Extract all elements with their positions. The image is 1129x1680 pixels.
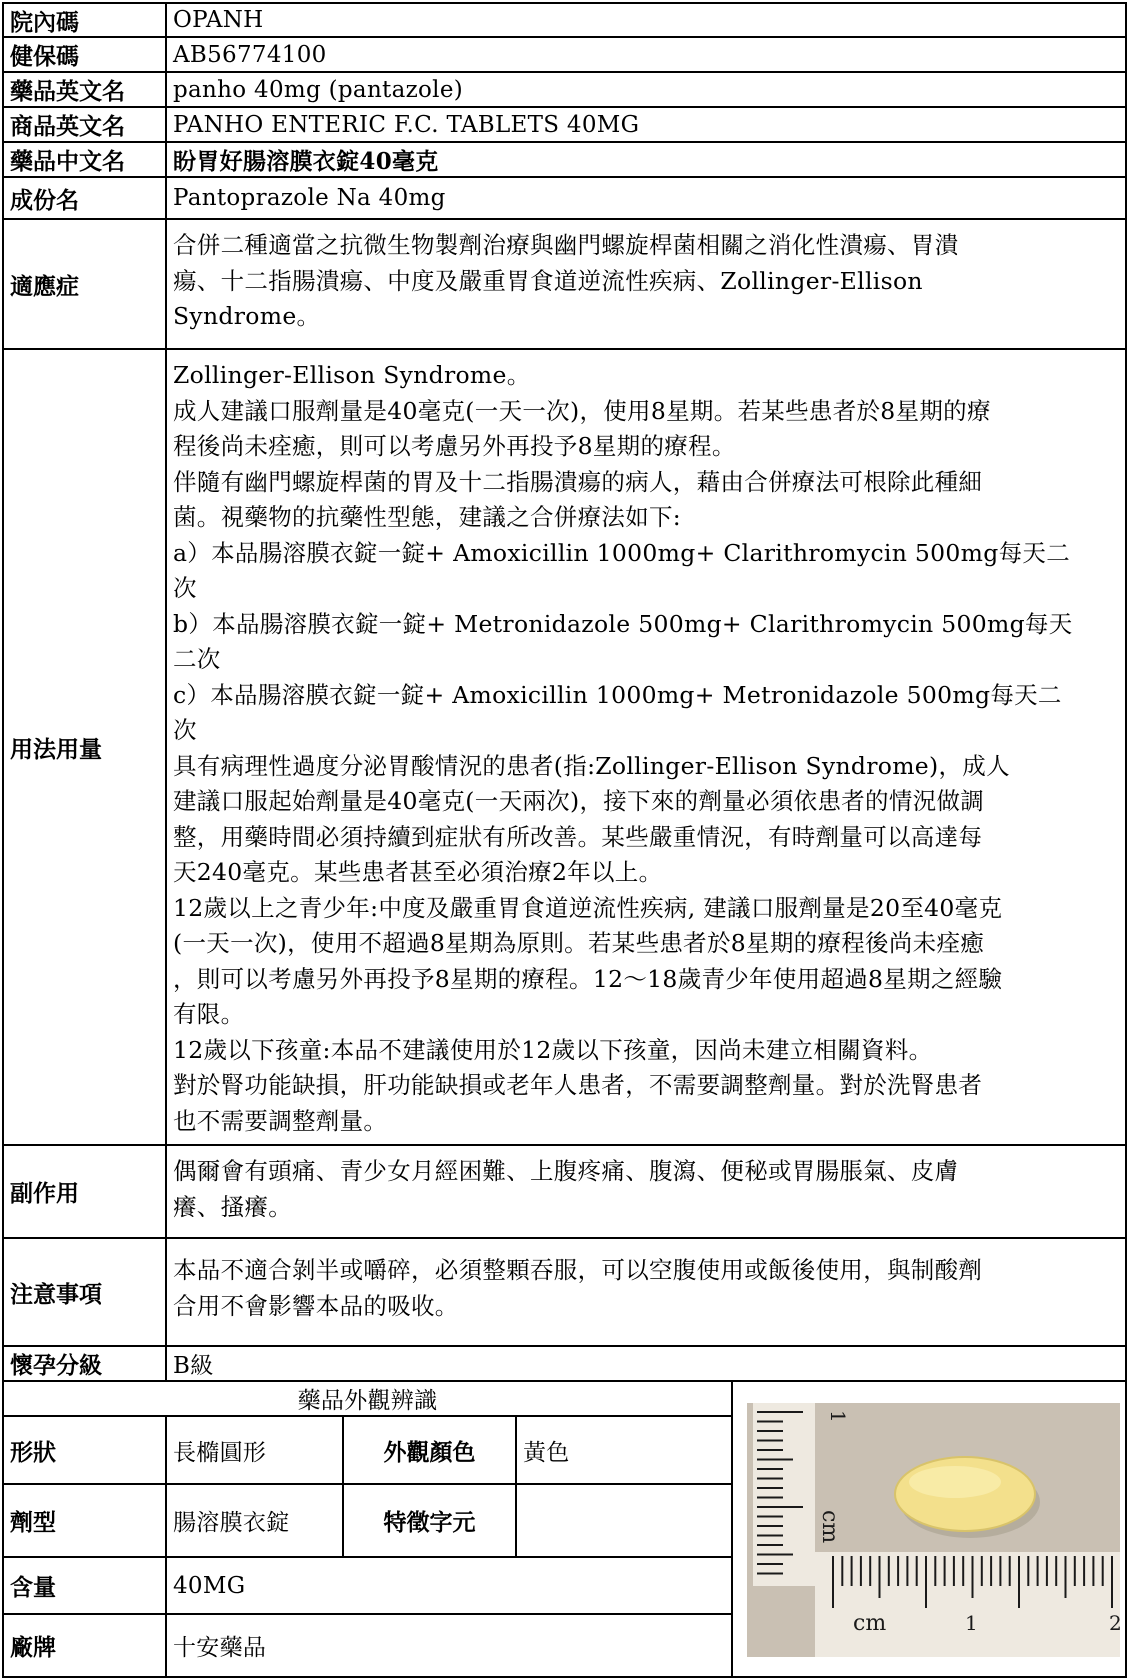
vertical-ruler-unit: cm xyxy=(817,1510,842,1544)
dosage-line: 伴隨有幽門螺旋桿菌的胃及十二指腸潰瘍的病人，藉由合併療法可根除此種細 xyxy=(173,467,983,496)
ingredient-label: 成份名 xyxy=(2,176,167,220)
indications-line: 瘍、十二指腸潰瘍、中度及嚴重胃食道逆流性疾病、Zollinger-Ellison xyxy=(173,266,923,295)
dosage-line: 次 xyxy=(173,574,197,602)
tablet-photo xyxy=(733,1382,1125,1676)
drug-english-name-value: panho 40mg (pantazole) xyxy=(165,71,1127,108)
indications-label: 適應症 xyxy=(2,218,167,350)
brand-english-name-label: 商品英文名 xyxy=(2,106,167,143)
insurance-code-value: AB56774100 xyxy=(165,36,1127,73)
dosage-line: 12歲以上之青少年:中度及嚴重胃食道逆流性疾病, 建議口服劑量是20至40毫克 xyxy=(173,893,1003,922)
dosage-label: 用法用量 xyxy=(2,348,167,1146)
dosage-line: 12歲以下孩童:本品不建議使用於12歲以下孩童，因尚未建立相關資料。 xyxy=(173,1035,933,1064)
drug-chinese-name-value: 盼胃好腸溶膜衣錠40毫克 xyxy=(165,141,1127,178)
dosage-line: b）本品腸溶膜衣錠一錠+ Metronidazole 500mg+ Clarithromycin 500mg每天 xyxy=(173,609,1073,638)
precautions-line: 合用不會影響本品的吸收。 xyxy=(173,1291,459,1320)
dosage-line: 二次 xyxy=(173,645,221,673)
imprint-label: 特徵字元 xyxy=(342,1483,517,1558)
shape-label: 形狀 xyxy=(2,1415,167,1485)
dosage-line: 建議口服起始劑量是40毫克(一天兩次)，接下來的劑量必須依患者的情況做調 xyxy=(173,787,985,815)
drug-chinese-name-label: 藥品中文名 xyxy=(2,141,167,178)
color-label: 外觀顏色 xyxy=(342,1415,517,1485)
hospital-code-value: OPANH xyxy=(165,2,1127,38)
drug-info-sheet xyxy=(2,2,1127,1678)
manufacturer-value: 十安藥品 xyxy=(165,1613,733,1678)
dosage-line: 對於腎功能缺損，肝功能缺損或老年人患者，不需要調整劑量。對於洗腎患者 xyxy=(173,1071,983,1099)
brand-english-name-value: PANHO ENTERIC F.C. TABLETS 40MG xyxy=(165,106,1127,143)
appearance-title: 藥品外觀辨識 xyxy=(2,1380,733,1417)
precautions-line: 本品不適合剝半或嚼碎，必須整顆吞服，可以空腹使用或飯後使用，與制酸劑 xyxy=(173,1256,983,1284)
dosage-line: Zollinger-Ellison Syndrome。 xyxy=(173,361,531,389)
hospital-code-label: 院內碼 xyxy=(2,2,167,38)
shape-value: 長橢圓形 xyxy=(165,1415,344,1485)
dosage-line: 程後尚未痊癒，則可以考慮另外再投予8星期的療程。 xyxy=(173,432,736,460)
dosage-line: 次 xyxy=(173,716,197,744)
indications-line: Syndrome。 xyxy=(173,302,321,330)
dosage-form-value: 腸溶膜衣錠 xyxy=(165,1483,344,1558)
ingredient-value: Pantoprazole Na 40mg xyxy=(165,176,1127,220)
dosage-text xyxy=(165,348,1127,1146)
pregnancy-category-value: B級 xyxy=(165,1345,1127,1382)
dosage-line: 成人建議口服劑量是40毫克(一天一次)，使用8星期。若某些患者於8星期的療 xyxy=(173,396,991,425)
dosage-line: 也不需要調整劑量。 xyxy=(173,1106,388,1135)
dosage-line: a）本品腸溶膜衣錠一錠+ Amoxicillin 1000mg+ Clarithromycin 500mg每天二 xyxy=(173,538,1071,567)
horizontal-ruler-mark-2: 2 xyxy=(1109,1611,1122,1635)
dosage-line: 菌。視藥物的抗藥性型態，建議之合併療法如下: xyxy=(173,503,682,531)
side-effects-text xyxy=(165,1144,1127,1239)
color-value: 黃色 xyxy=(515,1415,733,1485)
manufacturer-label: 廠牌 xyxy=(2,1613,167,1678)
dosage-line: (一天一次)，使用不超過8星期為原則。若某些患者於8星期的療程後尚未痊癒 xyxy=(173,929,985,957)
horizontal-ruler-unit: cm xyxy=(853,1611,887,1636)
indications-line: 合併二種適當之抗微生物製劑治療與幽門螺旋桿菌相關之消化性潰瘍、胃潰 xyxy=(173,231,959,259)
side-effects-label: 副作用 xyxy=(2,1144,167,1239)
pregnancy-category-label: 懷孕分級 xyxy=(2,1345,167,1382)
horizontal-ruler-mark-1: 1 xyxy=(965,1611,978,1635)
dosage-line: c）本品腸溶膜衣錠一錠+ Amoxicillin 1000mg+ Metronidazole 500mg每天二 xyxy=(173,680,1062,709)
precautions-text xyxy=(165,1237,1127,1347)
precautions-label: 注意事項 xyxy=(2,1237,167,1347)
vertical-ruler-mark-1: 1 xyxy=(826,1410,850,1423)
side-effects-line: 癢、搔癢。 xyxy=(173,1192,292,1221)
dosage-line: 天240毫克。某些患者甚至必須治療2年以上。 xyxy=(173,858,663,886)
dosage-form-label: 劑型 xyxy=(2,1483,167,1558)
dosage-line: 具有病理性過度分泌胃酸情況的患者(指:Zollinger-Ellison Syndrome)，成人 xyxy=(173,751,1010,780)
insurance-code-label: 健保碼 xyxy=(2,36,167,73)
strength-value: 40MG xyxy=(165,1556,733,1615)
indications-text xyxy=(165,218,1127,350)
dosage-line: ，則可以考慮另外再投予8星期的療程。12～18歲青少年使用超過8星期之經驗 xyxy=(173,964,1003,993)
dosage-line: 整，用藥時間必須持續到症狀有所改善。某些嚴重情況，有時劑量可以高達每 xyxy=(173,822,983,851)
dosage-line: 有限。 xyxy=(173,1000,245,1028)
tablet-photo-cell xyxy=(731,1380,1127,1678)
strength-label: 含量 xyxy=(2,1556,167,1615)
drug-english-name-label: 藥品英文名 xyxy=(2,71,167,108)
imprint-value xyxy=(515,1483,733,1558)
side-effects-line: 偶爾會有頭痛、青少女月經困難、上腹疼痛、腹瀉、便秘或胃腸脹氣、皮膚 xyxy=(173,1157,959,1185)
